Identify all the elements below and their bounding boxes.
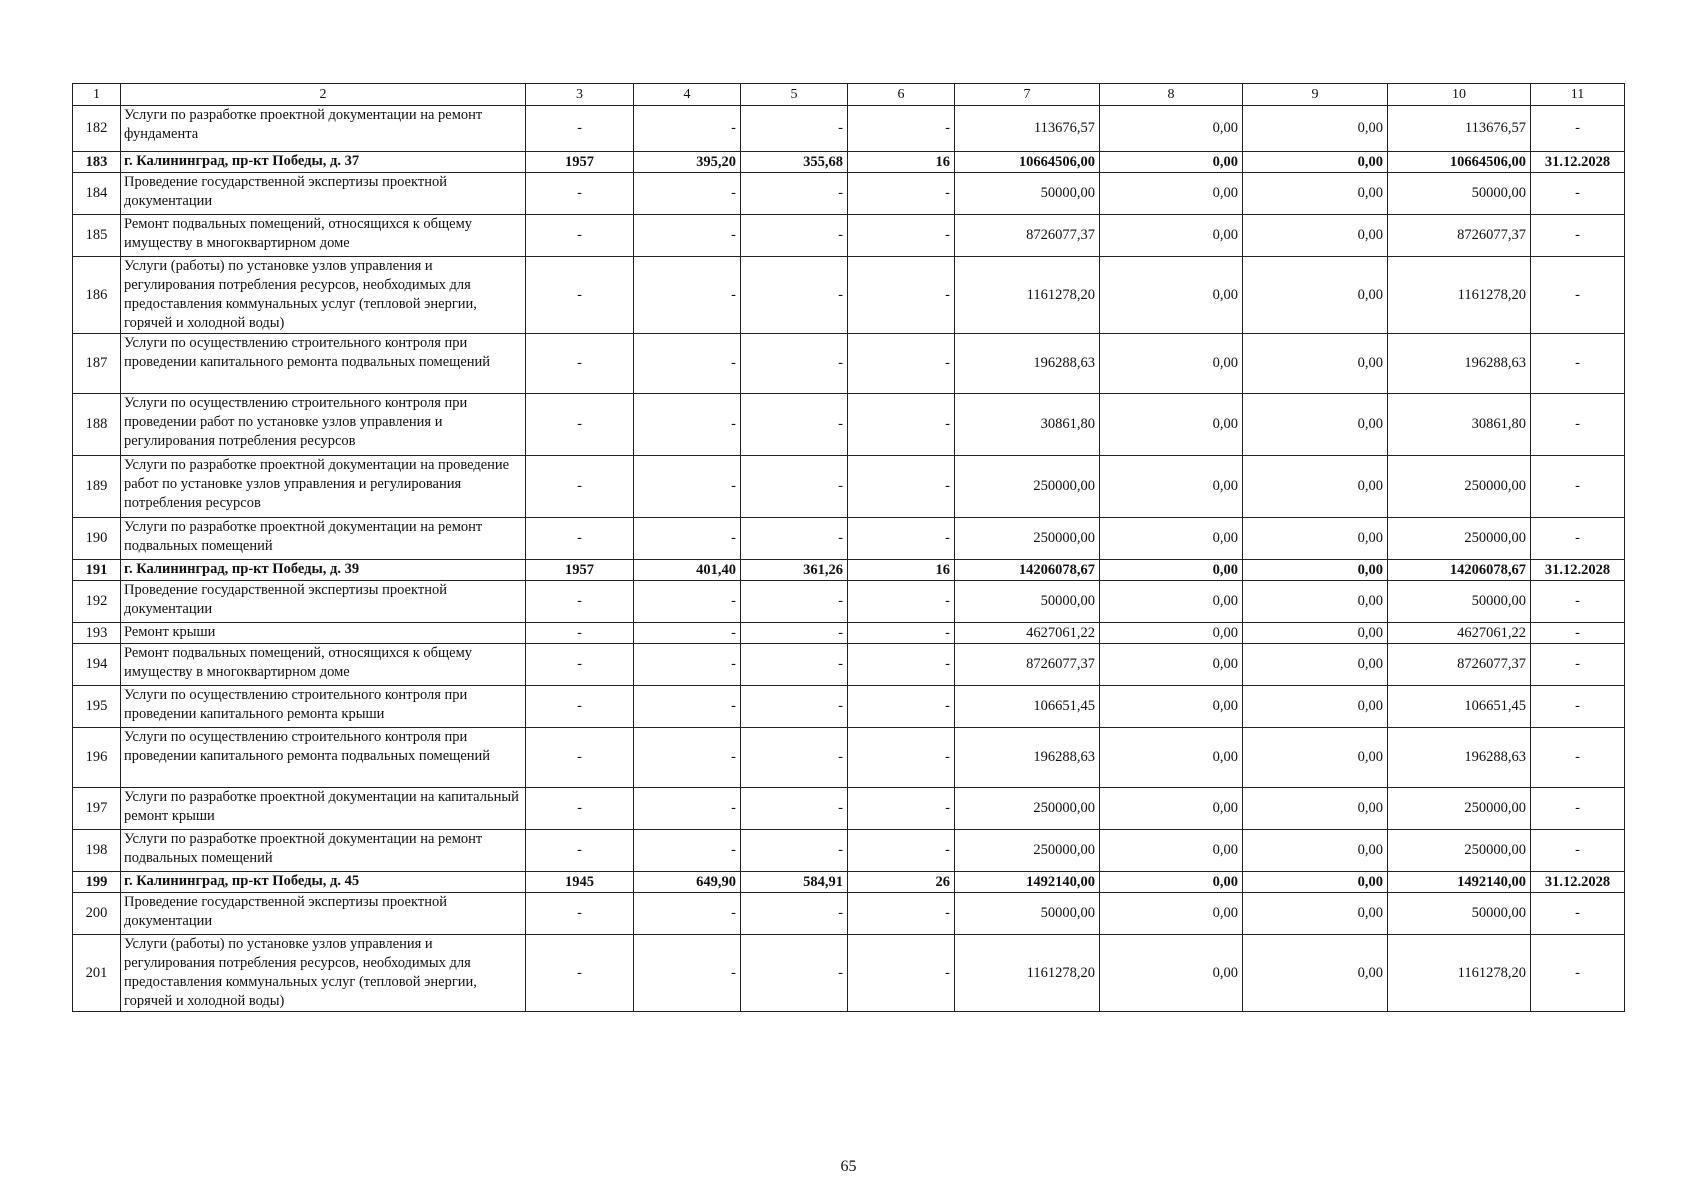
column-number: 6 xyxy=(848,84,955,106)
cost-cell: 0,00 xyxy=(1243,518,1388,560)
year-cell: 1957 xyxy=(526,152,634,173)
work-description: Услуги по разработке проектной документации на капитальный ремонт крыши xyxy=(121,788,526,830)
cost-cell: 0,00 xyxy=(1243,456,1388,518)
area-cell: 361,26 xyxy=(741,560,848,581)
cost-cell: 0,00 xyxy=(1100,623,1243,644)
cost-cell: 0,00 xyxy=(1243,394,1388,456)
cost-cell: 106651,45 xyxy=(1388,686,1531,728)
cost-cell: 0,00 xyxy=(1243,215,1388,257)
cost-cell: 0,00 xyxy=(1243,581,1388,623)
total-cost-cell: 8726077,37 xyxy=(955,644,1100,686)
column-number: 2 xyxy=(121,84,526,106)
cost-cell: 50000,00 xyxy=(1388,173,1531,215)
column-number: 4 xyxy=(634,84,741,106)
deadline-cell: - xyxy=(1531,215,1625,257)
table-body xyxy=(73,84,1625,1012)
cost-cell: 0,00 xyxy=(1243,106,1388,152)
row-number: 192 xyxy=(73,581,121,623)
cost-cell: 0,00 xyxy=(1100,257,1243,334)
total-cost-cell: 250000,00 xyxy=(955,456,1100,518)
area-cell: - xyxy=(634,456,741,518)
work-description: Услуги по разработке проектной документации на ремонт фундамента xyxy=(121,106,526,152)
cost-cell: 196288,63 xyxy=(1388,728,1531,788)
area-cell: - xyxy=(634,686,741,728)
year-cell: - xyxy=(526,581,634,623)
cost-cell: 0,00 xyxy=(1100,788,1243,830)
area-cell: - xyxy=(741,334,848,394)
work-description: Услуги по осуществлению строительного контроля при проведении капитального ремонта крыши xyxy=(121,686,526,728)
work-description: Услуги по осуществлению строительного контроля при проведении капитального ремонта подвальных помещений xyxy=(121,334,526,394)
area-cell: - xyxy=(634,334,741,394)
area-cell: - xyxy=(741,893,848,935)
residents-cell: - xyxy=(848,334,955,394)
area-cell: - xyxy=(741,830,848,872)
cost-cell: 0,00 xyxy=(1100,334,1243,394)
area-cell: - xyxy=(741,173,848,215)
area-cell: - xyxy=(741,518,848,560)
cost-cell: 8726077,37 xyxy=(1388,215,1531,257)
cost-cell: 250000,00 xyxy=(1388,456,1531,518)
cost-cell: 8726077,37 xyxy=(1388,644,1531,686)
cost-cell: 0,00 xyxy=(1100,518,1243,560)
total-cost-cell: 50000,00 xyxy=(955,893,1100,935)
year-cell: - xyxy=(526,456,634,518)
residents-cell: - xyxy=(848,518,955,560)
deadline-cell: - xyxy=(1531,623,1625,644)
table-row xyxy=(73,173,1625,215)
year-cell: - xyxy=(526,518,634,560)
work-description: Ремонт подвальных помещений, относящихся к общему имуществу в многоквартирном доме xyxy=(121,215,526,257)
table-row xyxy=(73,686,1625,728)
table-row xyxy=(73,257,1625,334)
deadline-cell: - xyxy=(1531,173,1625,215)
cost-cell: 1161278,20 xyxy=(1388,935,1531,1012)
row-number: 182 xyxy=(73,106,121,152)
cost-cell: 0,00 xyxy=(1243,893,1388,935)
column-number: 5 xyxy=(741,84,848,106)
residents-cell: - xyxy=(848,257,955,334)
table-row xyxy=(73,728,1625,788)
deadline-cell: - xyxy=(1531,935,1625,1012)
cost-cell: 0,00 xyxy=(1100,935,1243,1012)
area-cell: - xyxy=(634,173,741,215)
table-row xyxy=(73,788,1625,830)
year-cell: - xyxy=(526,788,634,830)
cost-cell: 0,00 xyxy=(1100,215,1243,257)
area-cell: 649,90 xyxy=(634,872,741,893)
area-cell: - xyxy=(634,788,741,830)
year-cell: - xyxy=(526,334,634,394)
deadline-cell: - xyxy=(1531,456,1625,518)
row-number: 196 xyxy=(73,728,121,788)
deadline-cell: - xyxy=(1531,728,1625,788)
column-number: 1 xyxy=(73,84,121,106)
year-cell: - xyxy=(526,215,634,257)
total-cost-cell: 113676,57 xyxy=(955,106,1100,152)
table-row xyxy=(73,830,1625,872)
column-number: 8 xyxy=(1100,84,1243,106)
column-number-row xyxy=(73,84,1625,106)
row-number: 198 xyxy=(73,830,121,872)
area-cell: - xyxy=(634,893,741,935)
table-row xyxy=(73,106,1625,152)
cost-cell: 0,00 xyxy=(1100,106,1243,152)
area-cell: - xyxy=(634,257,741,334)
area-cell: - xyxy=(634,644,741,686)
area-cell: - xyxy=(634,830,741,872)
residents-cell: - xyxy=(848,215,955,257)
year-cell: - xyxy=(526,830,634,872)
cost-cell: 0,00 xyxy=(1243,623,1388,644)
cost-cell: 0,00 xyxy=(1243,334,1388,394)
cost-cell: 0,00 xyxy=(1100,728,1243,788)
work-description: г. Калининград, пр-кт Победы, д. 45 xyxy=(121,872,526,893)
work-description: Проведение государственной экспертизы проектной документации xyxy=(121,173,526,215)
year-cell: - xyxy=(526,106,634,152)
area-cell: - xyxy=(741,644,848,686)
address-row xyxy=(73,872,1625,893)
table-row xyxy=(73,623,1625,644)
row-number: 193 xyxy=(73,623,121,644)
cost-cell: 113676,57 xyxy=(1388,106,1531,152)
cost-cell: 0,00 xyxy=(1243,686,1388,728)
area-cell: - xyxy=(741,456,848,518)
area-cell: - xyxy=(741,581,848,623)
work-description: Ремонт подвальных помещений, относящихся к общему имуществу в многоквартирном доме xyxy=(121,644,526,686)
total-cost-cell: 50000,00 xyxy=(955,173,1100,215)
residents-cell: - xyxy=(848,644,955,686)
area-cell: - xyxy=(741,394,848,456)
area-cell: 355,68 xyxy=(741,152,848,173)
cost-cell: 250000,00 xyxy=(1388,788,1531,830)
total-cost-cell: 50000,00 xyxy=(955,581,1100,623)
area-cell: - xyxy=(741,623,848,644)
area-cell: - xyxy=(634,581,741,623)
residents-cell: - xyxy=(848,623,955,644)
cost-cell: 50000,00 xyxy=(1388,581,1531,623)
row-number: 199 xyxy=(73,872,121,893)
row-number: 183 xyxy=(73,152,121,173)
cost-cell: 0,00 xyxy=(1100,893,1243,935)
cost-cell: 0,00 xyxy=(1100,830,1243,872)
area-cell: 584,91 xyxy=(741,872,848,893)
total-cost-cell: 106651,45 xyxy=(955,686,1100,728)
table-row xyxy=(73,215,1625,257)
cost-cell: 0,00 xyxy=(1243,560,1388,581)
total-cost-cell: 1161278,20 xyxy=(955,257,1100,334)
cost-cell: 0,00 xyxy=(1100,644,1243,686)
cost-cell: 30861,80 xyxy=(1388,394,1531,456)
cost-cell: 0,00 xyxy=(1100,686,1243,728)
cost-cell: 0,00 xyxy=(1243,644,1388,686)
residents-cell: 16 xyxy=(848,560,955,581)
year-cell: - xyxy=(526,935,634,1012)
total-cost-cell: 250000,00 xyxy=(955,518,1100,560)
area-cell: - xyxy=(634,394,741,456)
residents-cell: - xyxy=(848,394,955,456)
deadline-cell: - xyxy=(1531,106,1625,152)
residents-cell: 16 xyxy=(848,152,955,173)
table-row xyxy=(73,935,1625,1012)
row-number: 190 xyxy=(73,518,121,560)
cost-cell: 0,00 xyxy=(1243,788,1388,830)
row-number: 195 xyxy=(73,686,121,728)
page-number: 65 xyxy=(840,1158,857,1175)
area-cell: 395,20 xyxy=(634,152,741,173)
area-cell: - xyxy=(634,106,741,152)
row-number: 186 xyxy=(73,257,121,334)
year-cell: - xyxy=(526,728,634,788)
deadline-cell: - xyxy=(1531,394,1625,456)
cost-cell: 0,00 xyxy=(1243,935,1388,1012)
cost-cell: 250000,00 xyxy=(1388,830,1531,872)
deadline-cell: - xyxy=(1531,644,1625,686)
address-row xyxy=(73,152,1625,173)
year-cell: - xyxy=(526,893,634,935)
total-cost-cell: 196288,63 xyxy=(955,728,1100,788)
year-cell: - xyxy=(526,257,634,334)
cost-cell: 0,00 xyxy=(1243,830,1388,872)
area-cell: - xyxy=(634,623,741,644)
total-cost-cell: 4627061,22 xyxy=(955,623,1100,644)
total-cost-cell: 14206078,67 xyxy=(955,560,1100,581)
cost-cell: 0,00 xyxy=(1100,581,1243,623)
cost-cell: 0,00 xyxy=(1243,872,1388,893)
work-description: Ремонт крыши xyxy=(121,623,526,644)
table-row xyxy=(73,518,1625,560)
column-number: 3 xyxy=(526,84,634,106)
area-cell: - xyxy=(634,728,741,788)
row-number: 185 xyxy=(73,215,121,257)
deadline-cell: - xyxy=(1531,893,1625,935)
cost-cell: 4627061,22 xyxy=(1388,623,1531,644)
total-cost-cell: 1492140,00 xyxy=(955,872,1100,893)
work-description: г. Калининград, пр-кт Победы, д. 37 xyxy=(121,152,526,173)
residents-cell: - xyxy=(848,893,955,935)
residents-cell: - xyxy=(848,788,955,830)
work-description: Услуги (работы) по установке узлов управления и регулирования потребления ресурсов, необходимых для предоставления коммунальных услуг (тепловой энергии, горячей и холодной воды) xyxy=(121,935,526,1012)
total-cost-cell: 250000,00 xyxy=(955,788,1100,830)
total-cost-cell: 8726077,37 xyxy=(955,215,1100,257)
work-description: Услуги по осуществлению строительного контроля при проведении капитального ремонта подвальных помещений xyxy=(121,728,526,788)
column-number: 7 xyxy=(955,84,1100,106)
area-cell: - xyxy=(634,518,741,560)
deadline-cell: - xyxy=(1531,830,1625,872)
work-description: Проведение государственной экспертизы проектной документации xyxy=(121,893,526,935)
residents-cell: - xyxy=(848,728,955,788)
deadline-cell: - xyxy=(1531,686,1625,728)
deadline-cell: - xyxy=(1531,257,1625,334)
year-cell: 1945 xyxy=(526,872,634,893)
cost-cell: 0,00 xyxy=(1243,728,1388,788)
row-number: 184 xyxy=(73,173,121,215)
row-number: 187 xyxy=(73,334,121,394)
work-description: Услуги по разработке проектной документации на ремонт подвальных помещений xyxy=(121,518,526,560)
address-row xyxy=(73,560,1625,581)
area-cell: 401,40 xyxy=(634,560,741,581)
cost-cell: 0,00 xyxy=(1100,394,1243,456)
year-cell: 1957 xyxy=(526,560,634,581)
cost-cell: 10664506,00 xyxy=(1388,152,1531,173)
deadline-cell: - xyxy=(1531,518,1625,560)
deadline-cell: - xyxy=(1531,788,1625,830)
row-number: 201 xyxy=(73,935,121,1012)
cost-cell: 0,00 xyxy=(1243,152,1388,173)
work-description: Проведение государственной экспертизы проектной документации xyxy=(121,581,526,623)
row-number: 189 xyxy=(73,456,121,518)
area-cell: - xyxy=(634,215,741,257)
cost-cell: 0,00 xyxy=(1100,152,1243,173)
cost-cell: 0,00 xyxy=(1100,872,1243,893)
total-cost-cell: 1161278,20 xyxy=(955,935,1100,1012)
cost-cell: 196288,63 xyxy=(1388,334,1531,394)
cost-cell: 1492140,00 xyxy=(1388,872,1531,893)
row-number: 191 xyxy=(73,560,121,581)
year-cell: - xyxy=(526,623,634,644)
area-cell: - xyxy=(741,215,848,257)
residents-cell: - xyxy=(848,686,955,728)
work-description: Услуги по разработке проектной документации на проведение работ по установке узлов управления и регулирования потребления ресурсов xyxy=(121,456,526,518)
area-cell: - xyxy=(741,935,848,1012)
residents-cell: - xyxy=(848,173,955,215)
total-cost-cell: 196288,63 xyxy=(955,334,1100,394)
cost-cell: 0,00 xyxy=(1100,560,1243,581)
area-cell: - xyxy=(634,935,741,1012)
residents-cell: - xyxy=(848,935,955,1012)
residents-cell: - xyxy=(848,456,955,518)
residents-cell: - xyxy=(848,106,955,152)
deadline-cell: 31.12.2028 xyxy=(1531,152,1625,173)
cost-cell: 14206078,67 xyxy=(1388,560,1531,581)
total-cost-cell: 250000,00 xyxy=(955,830,1100,872)
row-number: 188 xyxy=(73,394,121,456)
cost-cell: 1161278,20 xyxy=(1388,257,1531,334)
deadline-cell: - xyxy=(1531,334,1625,394)
table-row xyxy=(73,334,1625,394)
row-number: 194 xyxy=(73,644,121,686)
capital-repair-table xyxy=(72,83,1625,1012)
column-number: 9 xyxy=(1243,84,1388,106)
work-description: Услуги по осуществлению строительного контроля при проведении работ по установке узлов управления и регулирования потребления ресурсов xyxy=(121,394,526,456)
year-cell: - xyxy=(526,394,634,456)
cost-cell: 0,00 xyxy=(1243,173,1388,215)
table-row xyxy=(73,456,1625,518)
column-number: 11 xyxy=(1531,84,1625,106)
year-cell: - xyxy=(526,644,634,686)
column-number: 10 xyxy=(1388,84,1531,106)
deadline-cell: 31.12.2028 xyxy=(1531,560,1625,581)
total-cost-cell: 10664506,00 xyxy=(955,152,1100,173)
work-description: Услуги (работы) по установке узлов управления и регулирования потребления ресурсов, необходимых для предоставления коммунальных услуг (тепловой энергии, горячей и холодной воды) xyxy=(121,257,526,334)
cost-cell: 0,00 xyxy=(1243,257,1388,334)
table-row xyxy=(73,893,1625,935)
area-cell: - xyxy=(741,788,848,830)
row-number: 200 xyxy=(73,893,121,935)
residents-cell: - xyxy=(848,581,955,623)
cost-cell: 0,00 xyxy=(1100,173,1243,215)
work-description: Услуги по разработке проектной документации на ремонт подвальных помещений xyxy=(121,830,526,872)
cost-cell: 250000,00 xyxy=(1388,518,1531,560)
total-cost-cell: 30861,80 xyxy=(955,394,1100,456)
area-cell: - xyxy=(741,257,848,334)
residents-cell: 26 xyxy=(848,872,955,893)
table-row xyxy=(73,394,1625,456)
deadline-cell: - xyxy=(1531,581,1625,623)
area-cell: - xyxy=(741,728,848,788)
residents-cell: - xyxy=(848,830,955,872)
table-row xyxy=(73,644,1625,686)
area-cell: - xyxy=(741,686,848,728)
table-row xyxy=(73,581,1625,623)
year-cell: - xyxy=(526,686,634,728)
cost-cell: 0,00 xyxy=(1100,456,1243,518)
row-number: 197 xyxy=(73,788,121,830)
year-cell: - xyxy=(526,173,634,215)
cost-cell: 50000,00 xyxy=(1388,893,1531,935)
area-cell: - xyxy=(741,106,848,152)
work-description: г. Калининград, пр-кт Победы, д. 39 xyxy=(121,560,526,581)
deadline-cell: 31.12.2028 xyxy=(1531,872,1625,893)
